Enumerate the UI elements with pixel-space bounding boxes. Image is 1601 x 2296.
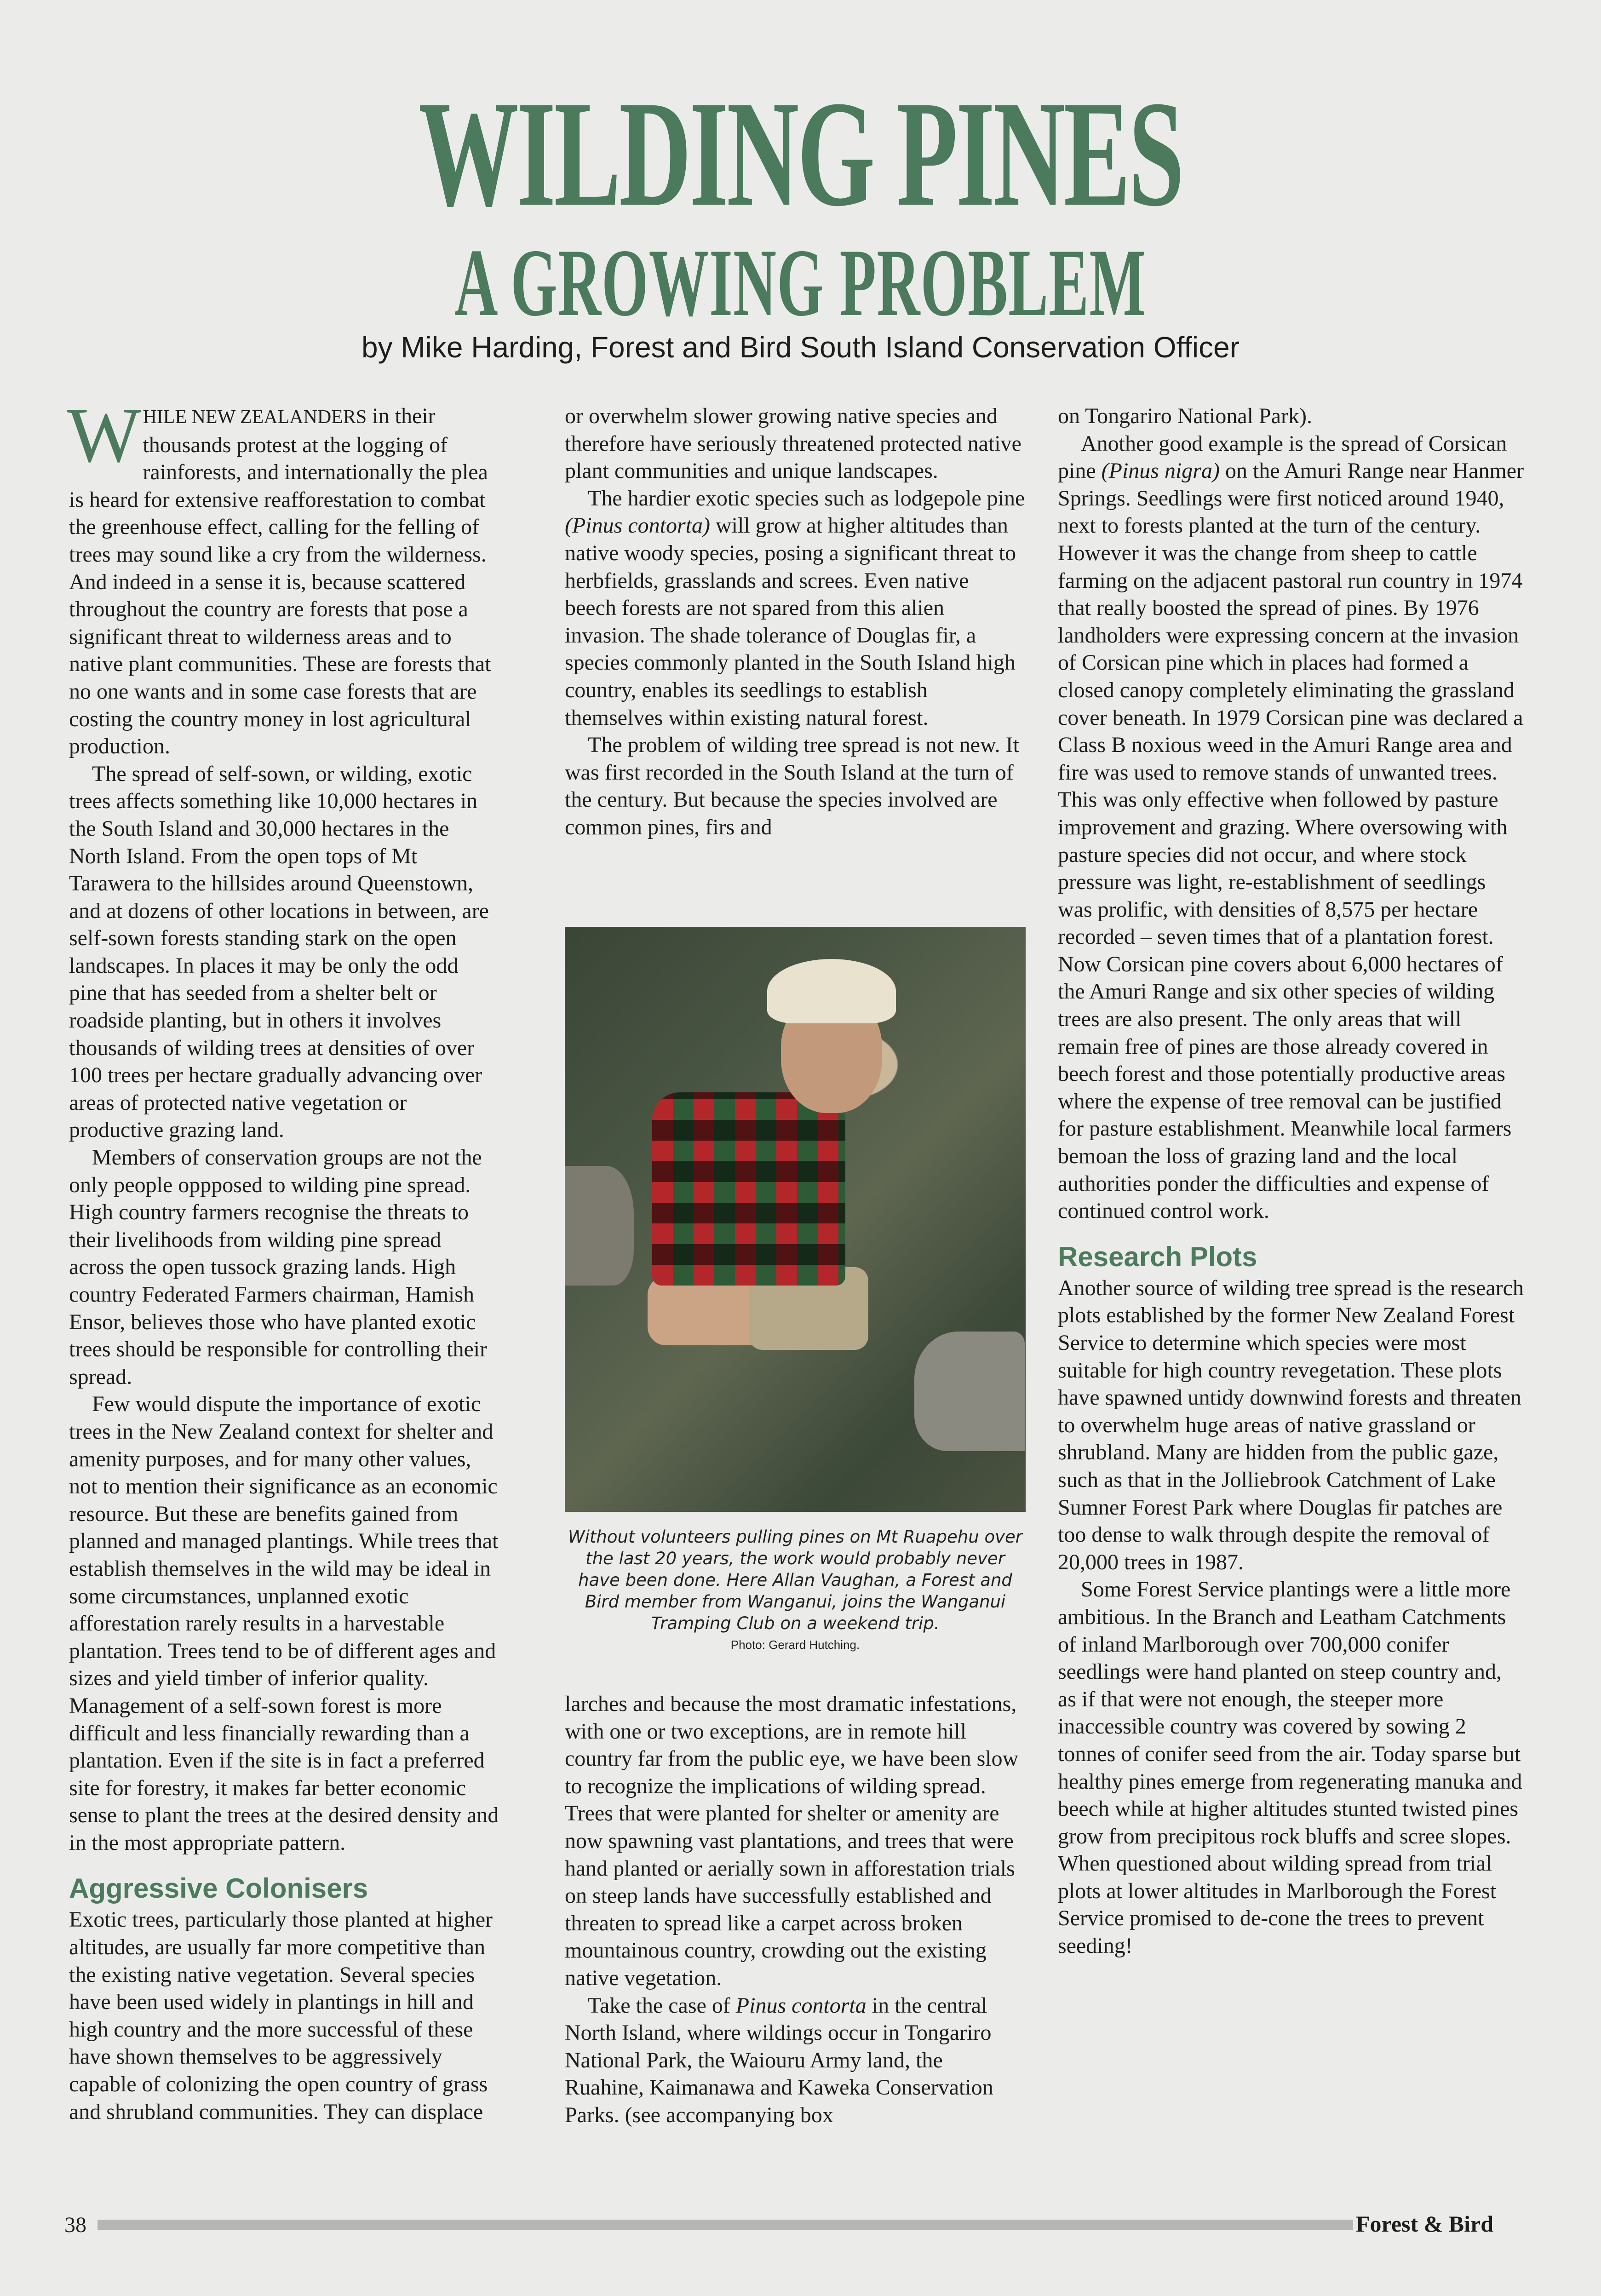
section-heading: Aggressive Colonisers [69,1873,368,1904]
paragraph: on Tongariro National Park). [1058,404,1312,428]
column-2-top [565,402,1026,841]
paragraph: or overwhelm slower growing native species and therefore have seriously threatened protected native plant communities and unique landscapes. [565,404,1021,483]
paragraph: Another source of wilding tree spread is the research plots established by the former New Zealand Forest Service to determine which species were most suitable for high country revegetation. These plots have spawned untidy downwind forests and threaten to overwhelm huge areas of native grassland or shrubland. Many are hidden from the public gaze, such as that in the Jolliebrook Catchment of Lake Sumner Forest Park where Douglas fir patches are too dense to walk through despite the removal of 20,000 trees in 1987. [1058,1275,1524,1574]
paragraph: Another good example is the spread of Corsican pine (Pinus nigra) on the Amuri Range near Hanmer Springs. Seedlings were first noticed around 1940, next to forests planted at the turn of the century. However it was the change from sheep to cattle farming on the adjacent pastoral run country in 1974 that really boosted the spread of pines. By 1976 landholders were expressing concern at the invasion of Corsican pine which in places had formed a closed canopy completely eliminating the grassland cover beneath. In 1979 Corsican pine was declared a Class B noxious weed in the Amuri Range area and fire was used to remove stands of unwanted trees. This was only effective when followed by pasture improvement and grazing. Where oversowing with pasture species did not occur, and where stock pressure was light, re-establishment of seedlings was prolific, with densities of 8,575 per hectare recorded – seven times that of a plantation forest. Now Corsican pine covers about 6,000 hectares of the Amuri Range and six other species of wilding trees are also present. The only areas that will remain free of pines are those already covered in beech forest and those potentially productive areas where the expense of tree removal can be justified for pasture establishment. Meanwhile local farmers bemoan the loss of grazing land and the local authorities ponder the difficulties and expense of continued control work. [1058,431,1524,1223]
column-3 [1058,402,1525,1960]
paragraph: Exotic trees, particularly those planted at higher altitudes, are usually far more competitive than the existing native vegetation. Several species have been used widely in plantings in hill and high country and the more successful of these have shown themselves to be aggressively capable of colonizing the open country of grass and shrubland communities. They can displace [69,1907,493,2124]
photo-caption: Without volunteers pulling pines on Mt Ruapehu over the last 20 years, the work would probably never have been done. Here Allan Vaughan, a Forest and Bird member from Wanganui, joins the Wanganui Tramping Club on a weekend trip. [568,1527,1022,1633]
section-heading: Research Plots [1058,1241,1257,1272]
photo-credit: Photo: Gerard Hutching. [730,1638,860,1652]
paragraph: Take the case of Pinus contorta in the central North Island, where wildings occur in Tongariro National Park, the Waiouru Army land, the Ruahine, Kaimanawa and Kaweka Conservation Parks. (see accompanying box [565,1993,993,2127]
page-number: 38 [64,2213,86,2237]
paragraph: Some Forest Service plantings were a little more ambitious. In the Branch and Leatham Catchments of inland Marlborough over 700,000 conifer seedlings were hand planted on steep country and, as if that were not enough, the steeper more inaccessible country was covered by sowing 2 tonnes of conifer seed from the air. Today sparse but healthy pines emerge from regenerating manuka and beech while at higher altitudes stunted twisted pines grow from precipitous rock bluffs and scree slopes. When questioned about wilding spread from trial plots at lower altitudes in Marlborough the Forest Service promised to de-cone the trees to prevent seeding! [1058,1577,1522,1958]
magazine-name: Forest & Bird [1356,2211,1494,2237]
latin-name: (Pinus nigra) [1101,459,1220,483]
drop-cap: W [67,392,141,478]
paragraph: The problem of wilding tree spread is not new. It was first recorded in the South Island at the turn of the century. But because the species involved are common pines, firs and [565,733,1019,839]
latin-name: Pinus contorta [735,1993,866,2018]
column-1 [67,392,499,2125]
paragraph: The spread of self-sown, or wilding, exotic trees affects something like 10,000 hectares in the South Island and 30,000 hectares in the North Island. From the open tops of Mt Tarawera to the hillsides around Queenstown, and at dozens of other locations in between, are self-sown forests standing stark on the open landscapes. In places it may be only the odd pine that has seeded from a shelter belt or roadside planting, but in others it involves thousands of wilding trees at densities of over 100 trees per hectare gradually advancing over areas of protected native vegetation or productive grazing land. [69,761,489,1142]
paragraph: The hardier exotic species such as lodgepole pine (Pinus contorta) will grow at higher altitudes than native woody species, posing a significant threat to herbfields, grasslands and screes. Even native beech forests are not spared from this alien invasion. The shade tolerance of Douglas fir, a species commonly planted in the South Island high country, enables its seedlings to establish themselves within existing natural forest. [565,486,1025,730]
article-subtitle: A GROWING PROBLEM [454,230,1147,336]
lead-in-caps: HILE NEW ZEALANDERS [143,407,367,428]
volunteer-photo [565,927,1026,1512]
column-2-bottom [565,1690,1026,2129]
paragraph: WHILE NEW ZEALANDERS in their thousands protest at the logging of rainforests, and internationally the plea is heard for extensive reafforestation to combat the greenhouse effect, calling for the felling of trees may sound like a cry from the wilderness. And indeed in a sense it is, because scattered throughout the country are forests that pose a significant threat to wilderness areas and to native plant communities. These are forests that no one wants and in some case forests that are costing the country money in lost agricultural production. [67,392,491,759]
byline: by Mike Harding, Forest and Bird South Island Conservation Officer [361,331,1240,364]
latin-name: (Pinus contorta) [565,513,710,538]
article-title: WILDING PINES [418,70,1183,238]
paragraph: larches and because the most dramatic infestations, with one or two exceptions, are in remote hill country far from the public eye, we have been slow to recognize the implications of wilding spread. Trees that were planted for shelter or amenity are now spawning vast plantations, and trees that were hand planted or aerially sown in afforestation trials on steep lands have successfully established and threaten to spread like a carpet across broken mountainous country, crowding out the existing native vegetation. [565,1692,1019,1990]
footer-rule [98,2220,1353,2230]
paragraph: Members of conservation groups are not the only people oppposed to wilding pine spread. High country farmers recognise the threats to their livelihoods from wilding pine spread across the open tussock grazing lands. High country Federated Farmers chairman, Hamish Ensor, believes those who have planted exotic trees should be responsible for controlling their spread. [69,1145,488,1389]
paragraph: Few would dispute the importance of exotic trees in the New Zealand context for shelter and amenity purposes, and for many other values, not to mention their significance as an economic resource. But these are benefits gained from planned and managed plantings. While trees that establish themselves in the wild may be ideal in some circumstances, unplanned exotic afforestation rarely results in a harvestable plantation. Trees tend to be of different ages and sizes and yield timber of inferior quality. Management of a self-sown forest is more difficult and less financially rewarding than a plantation. Even if the site is in fact a preferred site for forestry, it makes far better economic sense to plant the trees at the desired density and in the most appropriate pattern. [69,1392,499,1855]
